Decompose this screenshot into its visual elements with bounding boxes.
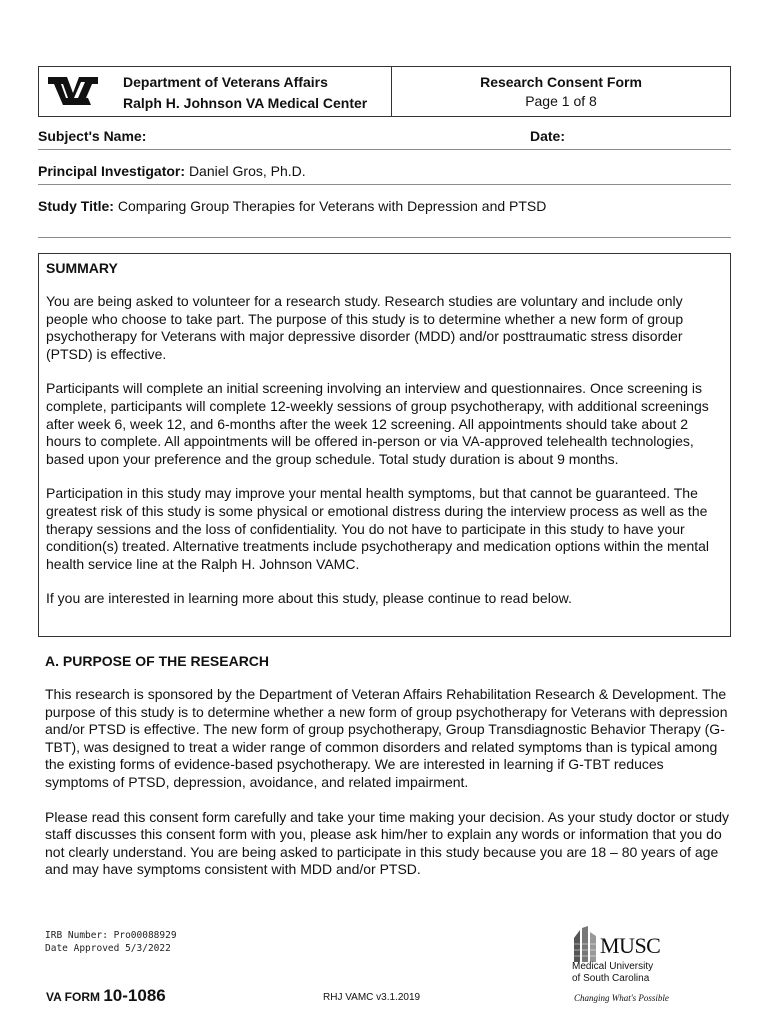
musc-logo	[568, 923, 678, 1007]
study-title-label: Study Title:	[38, 198, 114, 214]
study-title-value: Comparing Group Therapies for Veterans with Depression and PTSD	[117, 198, 547, 214]
form-number: 10-1086	[103, 986, 166, 1005]
summary-paragraph: Participants will complete an initial screening involving an interview and questionnaires. Once screening is complete, participants will complete 12-weekly sessions of group psychotherapy, with additional screenings after week 6, week 12, and 6-months after the week 12 screening. All appointments should take about 2 hours to complete. All appointments will be offered in-person or via VA-approved telehealth technologies, based upon your preference and the group schedule. Total study duration is about 9 months.	[46, 380, 709, 467]
page-number: Page 1 of 8	[525, 92, 597, 109]
irb-stamp	[45, 929, 177, 955]
form-version: RHJ VAMC v3.1.2019	[323, 992, 421, 1003]
musc-name: MUSC	[600, 933, 661, 958]
summary-box	[38, 253, 731, 637]
purpose-heading: A. PURPOSE OF THE RESEARCH	[45, 653, 270, 669]
pi-value: Daniel Gros, Ph.D.	[188, 163, 306, 179]
department-name: Department of Veterans Affairs	[123, 74, 328, 90]
irb-date-approved: Date Approved 5/3/2022	[45, 943, 171, 954]
form-title: Research Consent Form	[480, 73, 642, 90]
form-header	[38, 66, 731, 117]
va-logo-icon	[47, 76, 99, 106]
pi-label: Principal Investigator:	[38, 163, 186, 179]
form-prefix: VA FORM	[46, 990, 100, 1004]
musc-tagline: Changing What's Possible	[574, 993, 669, 1003]
summary-paragraph: Participation in this study may improve your mental health symptoms, but that cannot be guaranteed. The greatest risk of this study is some physical or emotional distress during the interview process as well as the therapy sessions and the loss of confidentiality. You do not have to participate in this study to have your condition(s) treated. Alternative treatments include psychotherapy and medication options within the mental health service line at the Ralph H. Johnson VAMC.	[46, 485, 710, 572]
irb-number: IRB Number: Pro00088929	[45, 930, 177, 941]
musc-subtitle-line2: of South Carolina	[572, 973, 650, 984]
subject-name-row	[38, 122, 731, 150]
purpose-paragraph: Please read this consent form carefully and take your time making your decision. As your study doctor or study staff discusses this consent form with you, please ask him/her to explain any words or information that you do not clearly understand. You are being asked to participate in this study because you are 18 – 80 years of age and may have symptoms consistent with MDD and/or PTSD.	[45, 808, 729, 878]
subject-name-label: Subject's Name:	[38, 128, 147, 144]
summary-paragraph: If you are interested in learning more about this study, please continue to read below.	[46, 590, 572, 607]
purpose-paragraph: This research is sponsored by the Department of Veteran Affairs Rehabilitation Research & Development. The purpose of this study is to determine whether a new form of group psychotherapy for Veterans with depression and/or PTSD is effective. The new form of group psychotherapy, Group Transdiagnostic Behavior Therapy (G-TBT), was designed to treat a wider range of common disorders and related symptoms than is typical among the existing forms of evidence-based psychotherapy. We are interested in learning if G-TBT reduces symptoms of PTSD, depression, avoidance, and related impairment.	[45, 686, 728, 790]
musc-building-icon	[572, 926, 598, 962]
purpose-section	[45, 652, 731, 879]
study-title-row	[38, 192, 731, 238]
medical-center-name: Ralph H. Johnson VA Medical Center	[123, 95, 368, 111]
musc-subtitle	[572, 961, 653, 985]
musc-subtitle-line1: Medical University	[572, 961, 654, 972]
principal-investigator-row	[38, 157, 731, 185]
summary-heading: SUMMARY	[46, 260, 118, 276]
header-department	[39, 67, 392, 116]
header-form-info	[392, 67, 730, 116]
date-label: Date:	[530, 128, 566, 144]
va-form-number	[46, 986, 166, 1006]
summary-paragraph: You are being asked to volunteer for a research study. Research studies are voluntary and include only people who choose to take part. The purpose of this study is to determine whether a new form of group psychotherapy for Veterans with major depressive disorder (MDD) and/or posttraumatic stress disorder (PTSD) is effective.	[46, 293, 684, 362]
